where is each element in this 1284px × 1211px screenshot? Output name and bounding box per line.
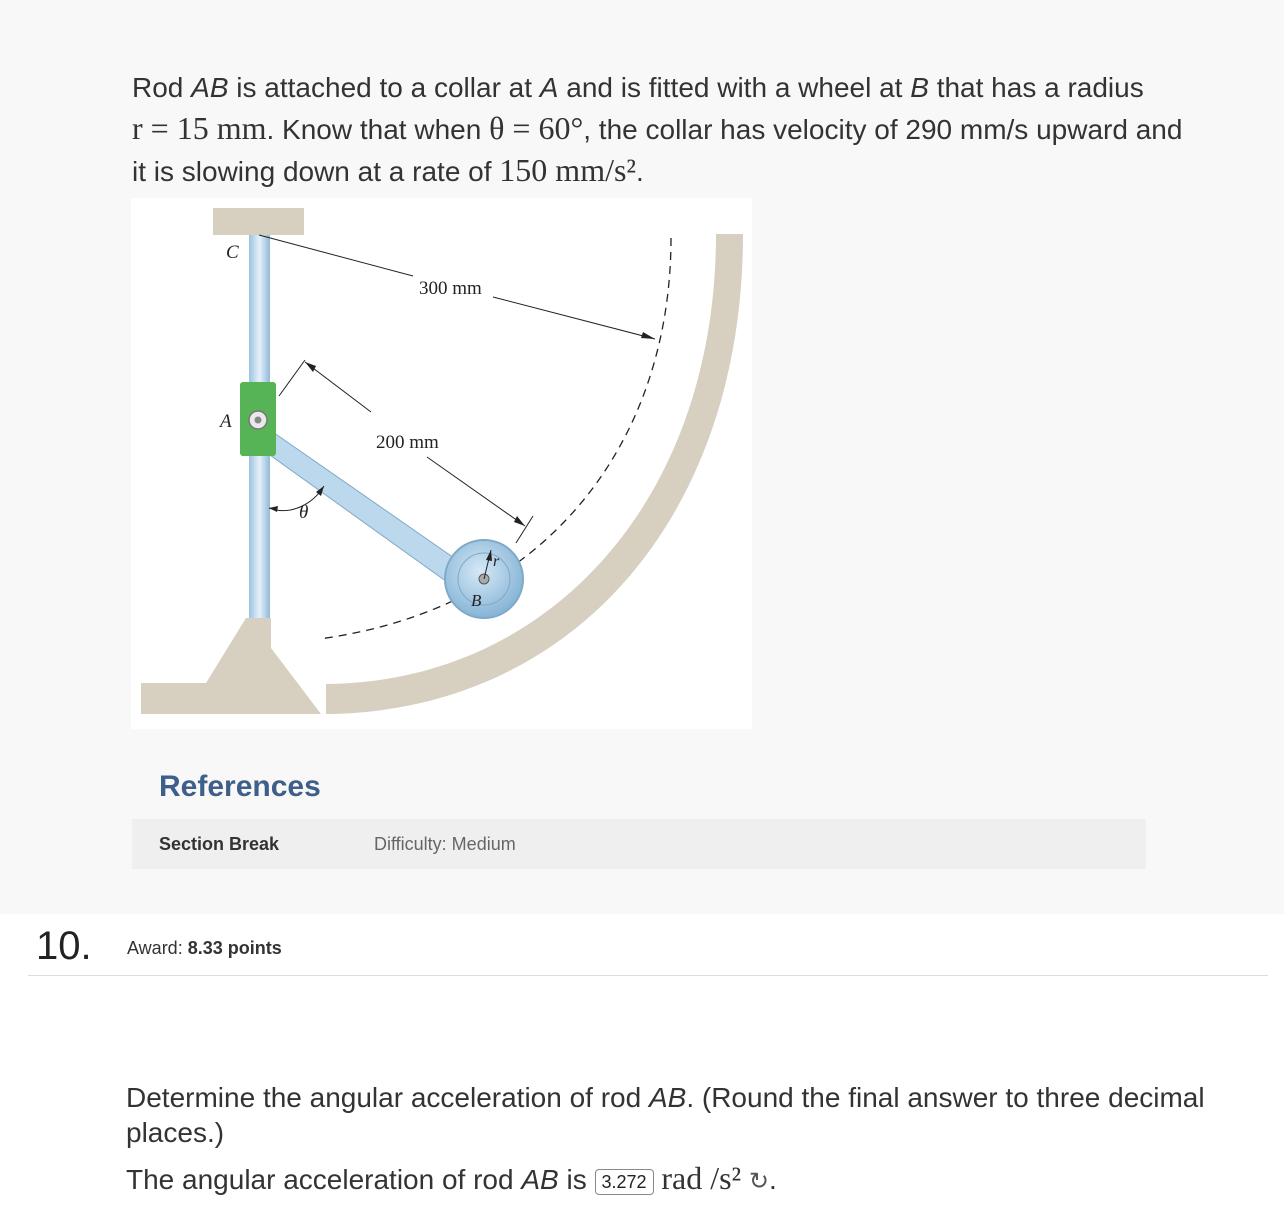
text-segment: and is fitted with a wheel at [558,72,911,103]
label-theta: θ [299,502,309,523]
ceiling-support [213,208,304,235]
dim-200-label: 200 mm [376,432,439,453]
text-segment: . [769,1164,777,1195]
text-segment: is attached to a collar at [228,72,540,103]
text-segment: it is slowing down at a rate of [132,156,500,187]
math-deceleration: 150 mm/s² [499,152,637,188]
text-segment: . (Round the final answer to three decimal places.) [126,1082,1205,1148]
section-break-label: Section Break [159,834,280,854]
label-a: A [220,411,232,432]
reference-bar [132,819,1146,869]
label-r: r [493,553,500,570]
text-segment: Determine the angular acceleration of rod [126,1082,649,1113]
text-segment: , the collar has velocity of 290 mm/s upward and [583,114,1183,145]
text-segment: AB [648,1082,687,1113]
text-segment: AB [191,72,229,103]
math-radius: r = 15 mm [132,110,267,146]
text-segment: . [636,156,644,187]
question-number: 10. [36,924,92,968]
text-segment: is [558,1164,595,1195]
text-segment: AB [521,1164,559,1195]
text-segment: The angular acceleration of rod [126,1164,522,1195]
dim-300-label: 300 mm [419,278,482,299]
label-b: B [471,591,482,610]
text-segment: . Know that when [266,114,490,145]
text-segment: Rod [132,72,192,103]
answer-unit: rad /s² [661,1160,742,1196]
curved-track [326,234,743,714]
references-link[interactable]: References [159,770,321,803]
refresh-icon[interactable]: ↻ [748,1168,770,1195]
ground-surface [141,618,321,714]
difficulty-label: Difficulty: Medium [374,834,516,854]
answer-input[interactable]: 3.272 [595,1169,654,1195]
award-points: 8.33 points [187,938,282,958]
answer-line [126,1160,777,1197]
text-segment: B [910,72,929,103]
label-c: C [226,242,239,263]
text-segment: that has a radius [928,72,1144,103]
problem-statement [132,68,1282,192]
divider [28,975,1268,976]
award-label: Award: [127,938,188,958]
question-prompt [126,1080,1246,1150]
math-angle: θ = 60° [489,110,584,146]
mechanism-figure [131,198,752,729]
award-text [127,938,282,959]
text-segment: A [539,72,559,103]
